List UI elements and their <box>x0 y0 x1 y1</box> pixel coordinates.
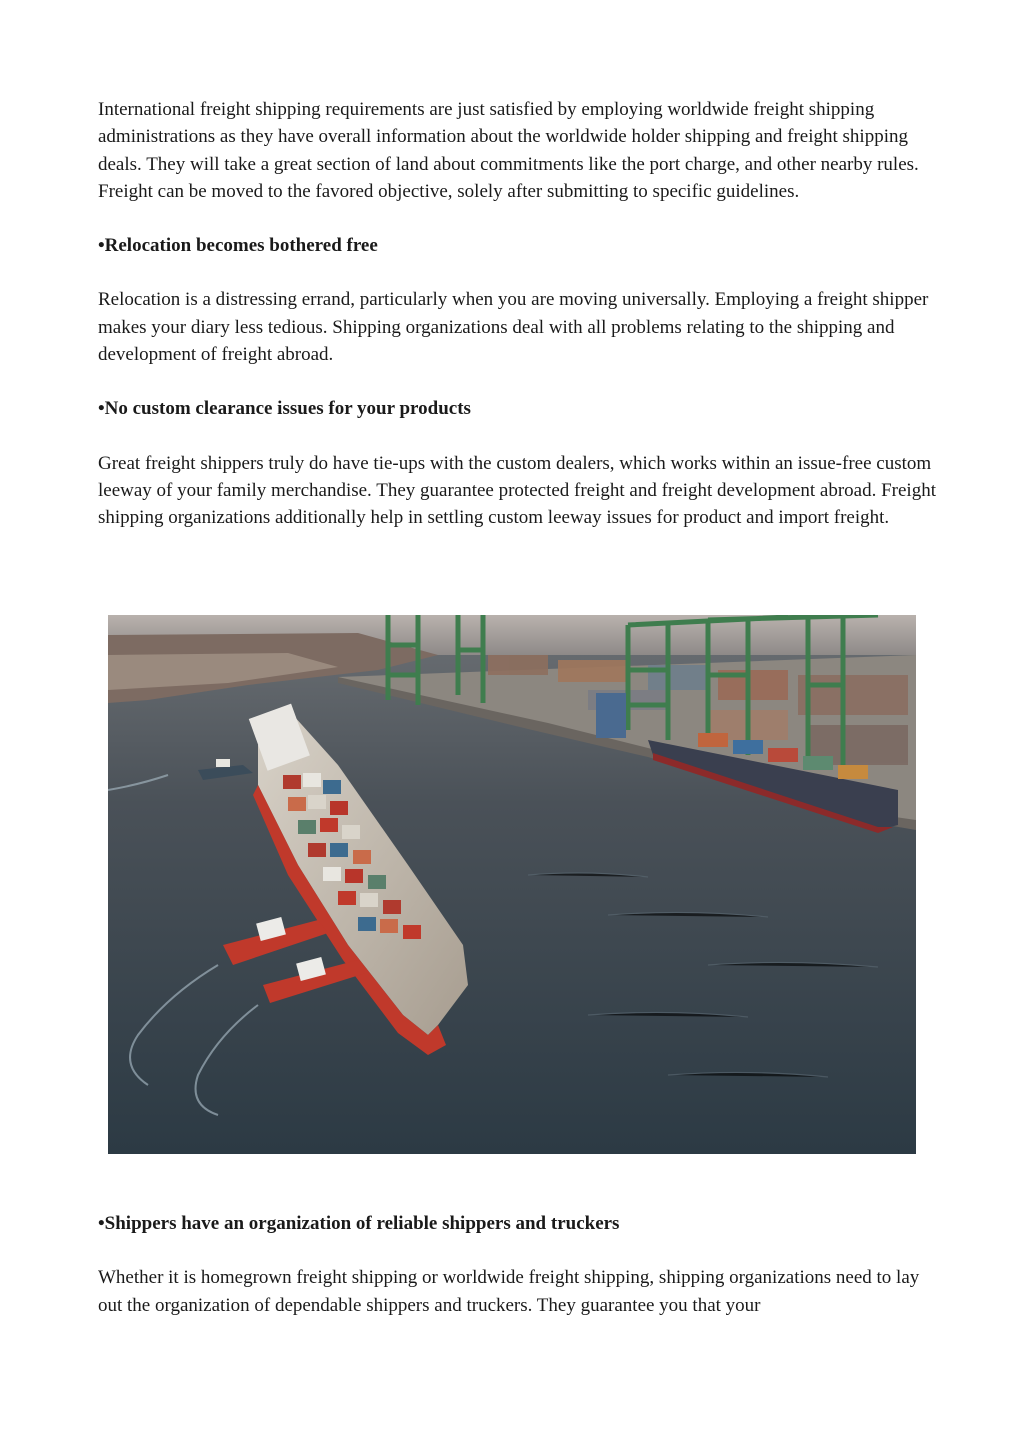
custom-clearance-paragraph: Great freight shippers truly do have tie-ups with the custom dealers, which works within an issue-free custom leeway of your family merchandise. They guarantee protected freight and freight development abroad. Freight shipping organizations additionally help in settling custom leeway issues for product and import freight. <box>98 452 936 529</box>
document-body <box>98 96 938 532</box>
shippers-paragraph: Whether it is homegrown freight shipping or worldwide freight shipping, shipping organizations need to lay out the organization of dependable shippers and truckers. They guarantee you that your <box>98 1267 920 1316</box>
relocation-paragraph: Relocation is a distressing errand, particularly when you are moving universally. Employing a freight shipper makes your diary less tedious. Shipping organizations deal with all problems relating to the shipping and development of freight abroad. <box>98 289 929 366</box>
custom-clearance-heading: •No custom clearance issues for your products <box>98 398 471 420</box>
relocation-heading: •Relocation becomes bothered free <box>98 235 378 257</box>
intro-paragraph: International freight shipping requirements are just satisfied by employing worldwide freight shipping administrations as they have overall information about the worldwide holder shipping and freight shipping deals. They will take a great section of land about commitments like the port charge, and other nearby rules. Freight can be moved to the favored objective, solely after submitting to specific guidelines. <box>98 99 919 202</box>
shippers-heading: •Shippers have an organization of reliable shippers and truckers <box>98 1213 620 1234</box>
document-body-lower <box>98 1210 938 1319</box>
container-ship-photo <box>108 615 916 1154</box>
